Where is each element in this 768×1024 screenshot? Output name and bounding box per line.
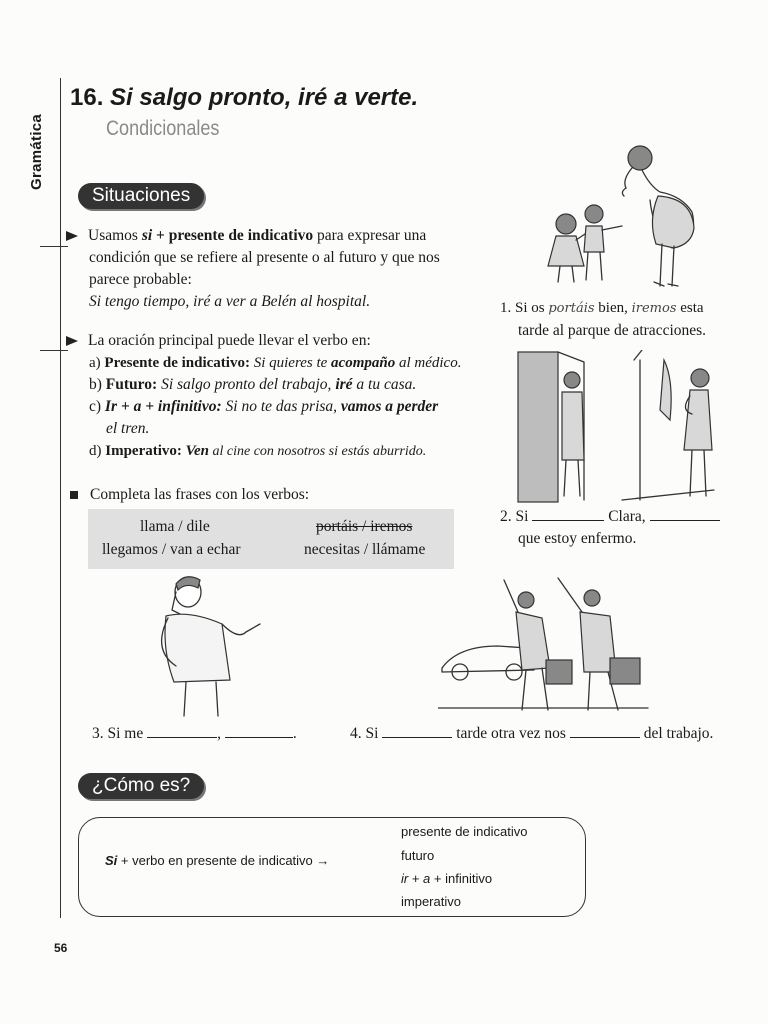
rule-option: presente de indicativo <box>401 824 528 839</box>
section-tab <box>26 80 58 190</box>
margin-rule <box>60 78 61 918</box>
lesson-number: 16. <box>70 84 104 111</box>
answer-blank[interactable] <box>532 520 604 521</box>
handwritten-answer: iremos <box>631 301 677 316</box>
option-d: d) Imperativo: Ven al cine con nosotros si estás aburrido. <box>89 443 427 459</box>
handwritten-answer: portáis <box>548 301 595 316</box>
word-pair: llama / dile <box>140 518 210 535</box>
como-es-pill: ¿Cómo es? <box>78 773 204 799</box>
illustration-businessmen-car <box>438 568 650 718</box>
exercise-instruction: Completa las frases con los verbos: <box>70 484 309 506</box>
section-label: Gramática <box>28 113 45 190</box>
rule-option: ir + a + infinitivo <box>401 871 493 886</box>
exercise-1: 1. Si os portáis bien, iremos esta tarde al parque de atracciones. <box>500 300 707 339</box>
option-c: c) Ir + a + infinitivo: Si no te das prisa, vamos a perder <box>89 398 439 415</box>
bullet-arrow-icon <box>66 231 78 241</box>
tick-mark <box>40 246 68 247</box>
bullet-arrow-icon <box>66 336 78 346</box>
illustration-mother-children <box>522 140 708 292</box>
rule-option: futuro <box>401 848 435 863</box>
page-subtitle: Condicionales <box>106 117 220 140</box>
answer-blank[interactable] <box>382 737 452 738</box>
word-pair: necesitas / llámame <box>304 541 426 558</box>
rule-paragraph-2: La oración principal puede llevar el verbo en: a) Presente de indicativo: Si quieres te acompaño al médico. b) Futuro: Si salgo pronto del trabajo, iré a tu casa. c) Ir + a + infinitivo: Si no te das prisa, vamos a perder el tren. d) Imperativo: Ven al cine con nosotros si estás aburrido. <box>66 330 506 463</box>
answer-blank[interactable] <box>650 520 720 521</box>
square-bullet-icon <box>70 491 78 499</box>
option-b: b) Futuro: Si salgo pronto del trabajo, iré a tu casa. <box>89 376 417 393</box>
exercise-2: 2. Si Clara, que estoy enfermo. <box>500 506 750 550</box>
page-number: 56 <box>54 941 68 955</box>
rule-summary-box <box>78 817 586 917</box>
page-title <box>70 84 418 112</box>
answer-blank[interactable] <box>147 737 217 738</box>
answer-blank[interactable] <box>225 737 293 738</box>
word-pair-used: portáis / iremos <box>316 518 413 535</box>
tick-mark <box>40 350 68 351</box>
lesson-title: Si salgo pronto, iré a verte. <box>110 84 419 111</box>
exercise-3: 3. Si me , . <box>92 725 297 742</box>
word-pair: llegamos / van a echar <box>102 541 241 558</box>
rule-left: Si + verbo en presente de indicativo → <box>105 853 330 868</box>
arrow-right-icon: → <box>316 853 330 868</box>
exercise-4: 4. Si tarde otra vez nos del trabajo. <box>350 725 714 742</box>
illustration-man-phone <box>146 570 270 718</box>
word-bank <box>88 509 454 569</box>
situaciones-pill: Situaciones <box>78 183 204 209</box>
rule-option: imperativo <box>401 894 461 909</box>
rule-paragraph-1: Usamos si + presente de indicativo para expresar una condición que se refiere al presente o al futuro y que nos parece probable: Si tengo tiempo, iré a ver a Belén al hospital. <box>66 225 506 313</box>
answer-blank[interactable] <box>570 737 640 738</box>
illustration-door-scene <box>514 350 724 505</box>
option-a: a) Presente de indicativo: Si quieres te acompaño al médico. <box>89 355 462 371</box>
